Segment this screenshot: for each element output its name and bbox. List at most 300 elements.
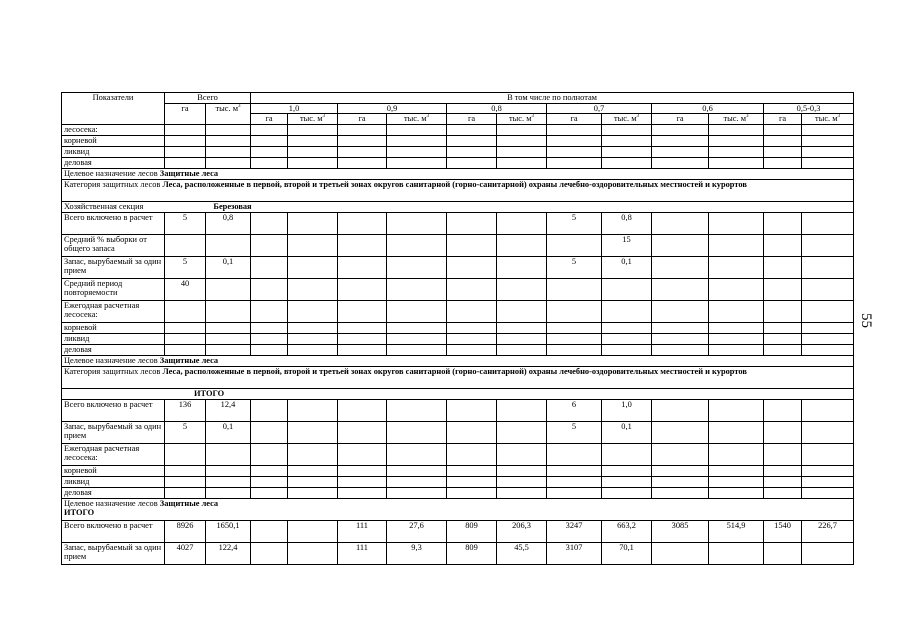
cell-value [497,487,547,498]
cell-value [602,157,652,168]
cell-value [288,135,338,146]
cell-value [764,212,802,234]
cell-value [802,278,854,300]
cell-value [547,278,602,300]
row-label: деловая [62,344,165,355]
cell-value [338,333,387,344]
cell-value [387,443,447,465]
table-row [62,421,854,443]
header-unit-volume: тыс. $м^3$ [802,114,854,125]
cell-value [165,124,206,135]
cell-value: 5 [165,212,206,234]
cell-value: 70,1 [602,542,652,564]
cell-value [251,421,288,443]
cell-value: 4027 [165,542,206,564]
cell-value [709,278,764,300]
cell-value: 0,1 [602,421,652,443]
cell-value [288,124,338,135]
cell-value: 206,3 [497,520,547,542]
cell-value [764,465,802,476]
cell-value [387,476,447,487]
cell-value [602,300,652,322]
cell-value [206,146,251,157]
cell-value: 663,2 [602,520,652,542]
cell-value [802,399,854,421]
cell-value [802,124,854,135]
row-label: деловая [62,157,165,168]
cell-value [387,322,447,333]
cell-value [602,476,652,487]
cell-value [547,135,602,146]
cell-value [165,487,206,498]
cell-value [802,256,854,278]
cell-value [288,146,338,157]
cell-value: 809 [447,542,497,564]
row-label: Всего включено в расчет [62,520,165,542]
cell-value: 3085 [652,520,709,542]
cell-value [206,322,251,333]
cell-value [165,333,206,344]
table-row [62,322,854,333]
header-density-5: 0,5-0,3 [764,103,854,114]
cell-value [165,146,206,157]
cell-value [547,157,602,168]
cell-value [165,234,206,256]
cell-value [251,234,288,256]
cell-value [338,135,387,146]
cell-value: 1,0 [602,399,652,421]
header-unit-volume: тыс. $м^3$ [602,114,652,125]
header-unit-ha: га [652,114,709,125]
cell-value [447,300,497,322]
cell-value [387,333,447,344]
cell-value [497,146,547,157]
cell-value [652,256,709,278]
cell-value [652,278,709,300]
cell-value [206,476,251,487]
cell-value [288,278,338,300]
cell-value [387,344,447,355]
cell-value [497,476,547,487]
category-heading: Категория защитных лесов Леса, расположенные в первой, второй и третьей зонах округов санитарной (горно-санитарной) охраны лечебно-оздоровительных местностей и курортов [62,179,854,201]
cell-value [497,443,547,465]
cell-value [802,443,854,465]
cell-value [547,333,602,344]
cell-value [165,300,206,322]
cell-value [251,322,288,333]
cell-value [497,421,547,443]
row-label: деловая [62,487,165,498]
cell-value [288,300,338,322]
cell-value: 122,4 [206,542,251,564]
cell-value [447,465,497,476]
cell-value [764,487,802,498]
cell-value [709,421,764,443]
cell-value [652,344,709,355]
allowable-cut-table [61,92,854,565]
header-total-volume: тыс. $м^3$ [206,103,251,124]
cell-value: 27,6 [387,520,447,542]
purpose-heading: Целевое назначение лесов Защитные леса [62,168,854,179]
cell-value [709,322,764,333]
table-row [62,234,854,256]
cell-value: 809 [447,520,497,542]
header-density-1: 0,9 [338,103,447,114]
cell-value [652,399,709,421]
cell-value [206,333,251,344]
cell-value [288,322,338,333]
cell-value [288,212,338,234]
row-label: Запас, вырубаемый за один прием [62,421,165,443]
cell-value [547,487,602,498]
table-row [62,542,854,564]
row-label: корневой [62,465,165,476]
cell-value [802,212,854,234]
cell-value [447,256,497,278]
cell-value [206,344,251,355]
cell-value [709,146,764,157]
header-unit-volume: тыс. $м^3$ [497,114,547,125]
cell-value [165,322,206,333]
cell-value [709,234,764,256]
cell-value [447,399,497,421]
cell-value [288,443,338,465]
cell-value: 6 [547,399,602,421]
table-row [62,278,854,300]
cell-value [387,124,447,135]
row-label: ликвид [62,333,165,344]
cell-value [251,256,288,278]
header-density-2: 0,8 [447,103,547,114]
cell-value [652,421,709,443]
cell-value [447,322,497,333]
cell-value [547,124,602,135]
cell-value [652,443,709,465]
cell-value [602,443,652,465]
cell-value [709,399,764,421]
cell-value [602,487,652,498]
cell-value [802,487,854,498]
row-label: ликвид [62,476,165,487]
row-label: Ежегодная расчетная лесосека: [62,300,165,322]
cell-value [652,542,709,564]
cell-value [387,278,447,300]
cell-value [447,124,497,135]
cell-value [602,333,652,344]
cell-value [497,256,547,278]
cell-value [288,256,338,278]
cell-value [206,487,251,498]
cell-value [764,278,802,300]
table-row [62,135,854,146]
cell-value: 12,4 [206,399,251,421]
cell-value [447,421,497,443]
cell-value [497,212,547,234]
cell-value: 0,1 [206,256,251,278]
cell-value [251,135,288,146]
table-row [62,399,854,421]
cell-value [547,234,602,256]
cell-value [206,443,251,465]
cell-value [652,487,709,498]
cell-value [251,520,288,542]
cell-value: 1540 [764,520,802,542]
header-density-4: 0,6 [652,103,764,114]
cell-value [497,344,547,355]
cell-value [251,146,288,157]
purpose-itogo-heading: Целевое назначение лесов Защитные леса ИТОГО [62,498,854,520]
cell-value [802,421,854,443]
table-row [62,300,854,322]
row-label: Средний период повторяемости [62,278,165,300]
cell-value [652,124,709,135]
cell-value [338,157,387,168]
cell-value [652,333,709,344]
table-row [62,256,854,278]
cell-value [764,333,802,344]
cell-value [764,399,802,421]
cell-value [602,135,652,146]
cell-value [709,476,764,487]
cell-value [497,135,547,146]
cell-value [447,157,497,168]
cell-value [547,476,602,487]
cell-value: 0,8 [602,212,652,234]
cell-value [387,135,447,146]
cell-value [288,234,338,256]
cell-value: 111 [338,520,387,542]
cell-value [288,476,338,487]
cell-value [251,399,288,421]
cell-value [288,344,338,355]
cell-value [652,157,709,168]
cell-value [387,157,447,168]
cell-value [709,212,764,234]
cell-value [288,465,338,476]
table-row [62,465,854,476]
cell-value [652,476,709,487]
cell-value [206,465,251,476]
table-row [62,157,854,168]
cell-value: 0,8 [206,212,251,234]
cell-value [447,234,497,256]
row-label: Запас, вырубаемый за один прием [62,256,165,278]
cell-value [497,124,547,135]
cell-value [447,487,497,498]
cell-value [764,542,802,564]
cell-value [602,465,652,476]
cell-value [547,322,602,333]
cell-value [251,344,288,355]
cell-value [251,157,288,168]
cell-value [764,234,802,256]
cell-value: 3247 [547,520,602,542]
row-label: Всего включено в расчет [62,212,165,234]
cell-value [802,135,854,146]
cell-value [709,300,764,322]
cell-value [497,278,547,300]
header-by-density: В том числе по полнотам [251,93,854,104]
cell-value [497,300,547,322]
cell-value [709,465,764,476]
cell-value [338,234,387,256]
cell-value [338,476,387,487]
cell-value [764,146,802,157]
cell-value [709,542,764,564]
header-density-0: 1,0 [251,103,338,114]
cell-value [338,344,387,355]
cell-value [165,465,206,476]
header-unit-ha: га [447,114,497,125]
cell-value [165,135,206,146]
header-unit-ha: га [251,114,288,125]
cell-value [709,256,764,278]
cell-value [802,465,854,476]
cell-value [206,278,251,300]
cell-value [387,234,447,256]
cell-value [387,399,447,421]
cell-value [165,344,206,355]
row-label: ликвид [62,146,165,157]
header-indicators: Показатели [62,93,165,125]
page-number: 55 [858,313,874,328]
cell-value [251,278,288,300]
cell-value [251,487,288,498]
cell-value [497,157,547,168]
cell-value [764,124,802,135]
cell-value: 9,3 [387,542,447,564]
cell-value [251,443,288,465]
cell-value [802,476,854,487]
header-total: Всего [165,93,251,104]
cell-value [387,300,447,322]
cell-value [764,256,802,278]
header-total-ha: га [165,103,206,124]
cell-value [652,300,709,322]
cell-value [251,124,288,135]
cell-value: 514,9 [709,520,764,542]
cell-value [547,465,602,476]
cell-value [764,300,802,322]
cell-value [288,157,338,168]
row-label: Запас, вырубаемый за один прием [62,542,165,564]
cell-value [497,322,547,333]
cell-value [652,146,709,157]
header-unit-volume: тыс. $м^3$ [288,114,338,125]
cell-value [802,333,854,344]
itogo-heading: ИТОГО [62,388,854,399]
header-density-3: 0,7 [547,103,652,114]
cell-value [251,542,288,564]
cell-value [251,465,288,476]
cell-value [288,542,338,564]
cell-value [447,278,497,300]
cell-value [338,278,387,300]
cell-value [652,234,709,256]
cell-value: 3107 [547,542,602,564]
cell-value: 5 [547,421,602,443]
cell-value [288,421,338,443]
table-row [62,212,854,234]
cell-value [387,146,447,157]
cell-value: 5 [165,256,206,278]
cell-value [602,322,652,333]
section-heading: Хозяйственная секция Березовая [62,201,854,212]
cell-value [288,333,338,344]
cell-value [547,300,602,322]
cell-value [206,300,251,322]
table-row [62,124,854,135]
cell-value [652,465,709,476]
cell-value [497,333,547,344]
cell-value [447,344,497,355]
cell-value [447,135,497,146]
cell-value: 0,1 [602,256,652,278]
cell-value [165,157,206,168]
table-row [62,520,854,542]
cell-value [602,344,652,355]
cell-value [338,322,387,333]
cell-value [652,135,709,146]
cell-value [206,157,251,168]
cell-value [764,443,802,465]
cell-value [709,344,764,355]
cell-value [652,322,709,333]
table-row [62,333,854,344]
cell-value [802,542,854,564]
table-row [62,476,854,487]
cell-value [251,333,288,344]
cell-value [338,443,387,465]
cell-value [764,344,802,355]
cell-value [802,234,854,256]
cell-value [206,124,251,135]
table-row [62,443,854,465]
cell-value [709,443,764,465]
cell-value [497,234,547,256]
cell-value: 226,7 [802,520,854,542]
cell-value [709,157,764,168]
cell-value: 40 [165,278,206,300]
cell-value [764,476,802,487]
cell-value [251,476,288,487]
cell-value [447,476,497,487]
cell-value [447,146,497,157]
cell-value [338,212,387,234]
cell-value [338,399,387,421]
table-row [62,146,854,157]
cell-value [709,487,764,498]
cell-value [547,344,602,355]
row-label: корневой [62,135,165,146]
cell-value: 136 [165,399,206,421]
cell-value [338,146,387,157]
cell-value [709,135,764,146]
cell-value [387,256,447,278]
header-unit-ha: га [547,114,602,125]
cell-value [387,421,447,443]
row-label: Всего включено в расчет [62,399,165,421]
row-label: Ежегодная расчетная лесосека: [62,443,165,465]
cell-value [447,443,497,465]
cell-value [764,157,802,168]
cell-value: 5 [165,421,206,443]
cell-value: 8926 [165,520,206,542]
cell-value [802,157,854,168]
cell-value: 15 [602,234,652,256]
cell-value [802,344,854,355]
cell-value [288,487,338,498]
